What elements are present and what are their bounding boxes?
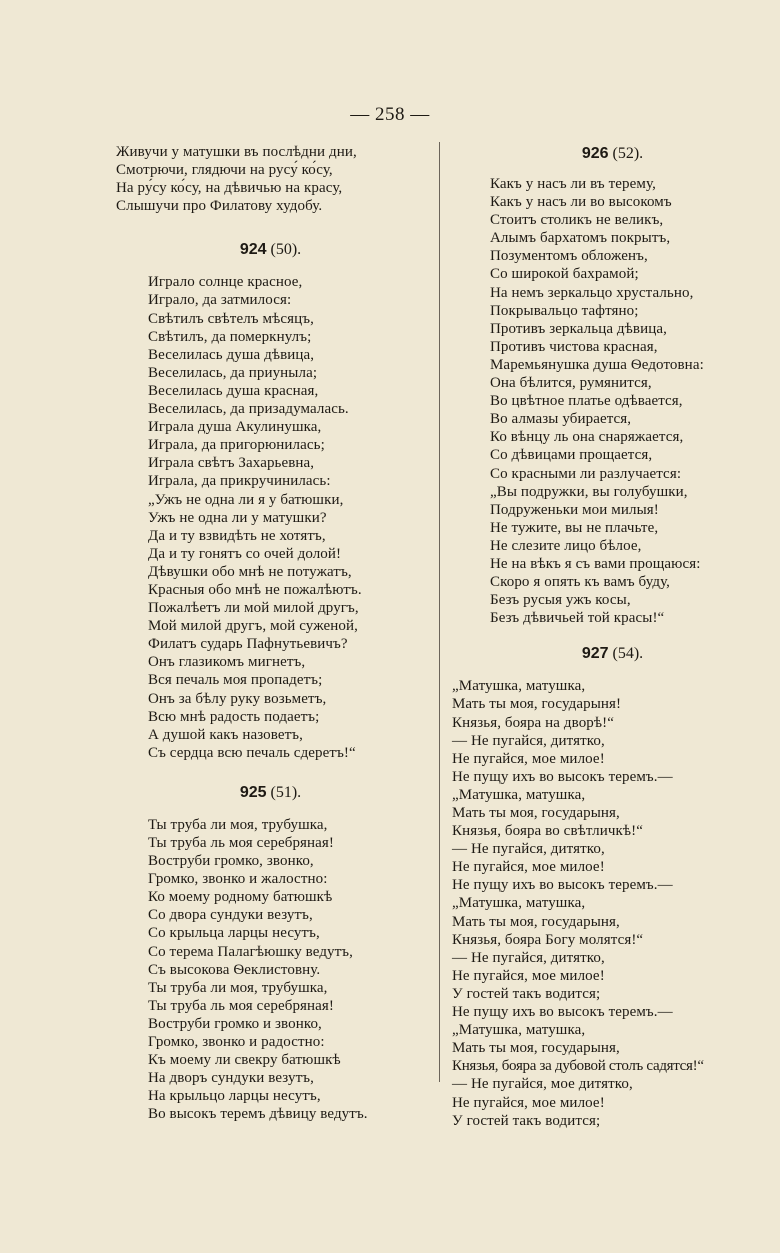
column-divider bbox=[439, 142, 440, 1082]
verse-line: Не слезите лицо бѣлое, bbox=[490, 537, 642, 554]
verse-line: Онъ за бѣлу руку возьметъ, bbox=[148, 690, 327, 707]
verse-line: Да и ту гонятъ со очей долой! bbox=[148, 545, 342, 562]
verse-line: Свѣтилъ свѣтелъ мѣсяцъ, bbox=[148, 310, 314, 327]
song-ref: (50). bbox=[270, 241, 302, 259]
verse-line: Ты труба ль моя серебряная! bbox=[148, 997, 335, 1014]
verse-line: Не пущу ихъ во высокъ теремъ.— bbox=[452, 768, 673, 785]
verse-line: Со широкой бахрамой; bbox=[490, 266, 639, 283]
verse-line: Со дѣвицами прощается, bbox=[490, 447, 653, 464]
verse-line: Съ высокова Ѳеклистовну. bbox=[148, 961, 321, 978]
song-926-verse bbox=[450, 175, 775, 627]
verse-line: Филатъ сударь Пафнутьевичъ? bbox=[148, 636, 348, 653]
song-ref: (52). bbox=[612, 145, 644, 162]
verse-line: Веселилась, да призадумалась. bbox=[148, 401, 349, 418]
song-number: 925 bbox=[239, 783, 267, 801]
verse-line: Ко моему родному батюшкѣ bbox=[148, 889, 333, 906]
verse-line: Со двора сундуки везутъ, bbox=[148, 907, 313, 924]
verse-line: „Матушка, матушка, bbox=[452, 895, 586, 912]
verse-line: Какъ у насъ ли во высокомъ bbox=[490, 194, 672, 211]
verse-line: Играло солнце красное, bbox=[148, 274, 303, 291]
verse-line: Маремьянушка душа Ѳедотовна: bbox=[490, 356, 704, 373]
verse-line: Свѣтилъ, да померкнулъ; bbox=[148, 328, 312, 345]
verse-line: Князья, бояра Богу молятся!“ bbox=[452, 931, 644, 948]
verse-line: Во алмазы убирается, bbox=[490, 411, 632, 428]
verse-line: Воструби громко и звонко, bbox=[148, 1015, 322, 1032]
verse-line: Ко вѣнцу ль она снаряжается, bbox=[490, 429, 684, 446]
song-927-verse bbox=[450, 677, 775, 1129]
verse-line: Стоитъ столикъ не великъ, bbox=[490, 212, 664, 229]
verse-line: Не пущу ихъ во высокъ теремъ.— bbox=[452, 877, 673, 894]
verse-line: Громко, звонко и жалостно: bbox=[148, 871, 328, 888]
verse-line: Веселилась, да приуныла; bbox=[148, 364, 318, 381]
verse-line: Красныя обо мнѣ не пожалѣютъ. bbox=[148, 581, 362, 598]
verse-line: „Ужъ не одна ли я у батюшки, bbox=[148, 491, 344, 508]
verse-line: Безъ русыя ужъ косы, bbox=[490, 592, 631, 609]
carry-over-verse bbox=[108, 143, 433, 215]
verse-line: Играла свѣтъ Захарьевна, bbox=[148, 455, 315, 472]
song-number: 927 bbox=[581, 645, 609, 663]
verse-line: Ты труба ли моя, трубушка, bbox=[148, 816, 328, 833]
left-column bbox=[108, 143, 433, 1124]
verse-line: Мой милой другъ, мой суженой, bbox=[148, 618, 358, 635]
verse-line: Со терема Палагѣюшку ведутъ, bbox=[148, 943, 354, 960]
verse-line: Дѣвушки обо мнѣ не потужатъ, bbox=[148, 563, 352, 580]
verse-line: У гостей такъ водится; bbox=[452, 985, 601, 1002]
song-924-verse bbox=[108, 273, 433, 762]
song-number: 924 bbox=[239, 241, 267, 259]
song-925-verse bbox=[108, 816, 433, 1124]
verse-line: Да и ту взвидѣть не хотятъ, bbox=[148, 527, 326, 544]
verse-line: Мать ты моя, государыня, bbox=[452, 1040, 620, 1057]
verse-line: Алымъ бархатомъ покрытъ, bbox=[490, 230, 671, 247]
verse-line: Ты труба ль моя серебряная! bbox=[148, 835, 335, 851]
verse-line: Мать ты моя, государыня, bbox=[452, 805, 620, 821]
verse-line: Громко, звонко и радостно: bbox=[148, 1034, 325, 1051]
verse-line: Со крыльца ларцы несутъ, bbox=[148, 925, 320, 942]
verse-line: У гостей такъ водится; bbox=[452, 1112, 601, 1129]
verse-line: Воструби громко, звонко, bbox=[148, 853, 314, 870]
verse-line: Противъ зеркальца дѣвица, bbox=[490, 320, 667, 337]
verse-line: Всю мнѣ радость подаетъ; bbox=[148, 708, 320, 725]
verse-line: Она бѣлится, румянится, bbox=[490, 375, 652, 392]
verse-line: — Не пугайся, дитятко, bbox=[452, 841, 605, 858]
verse-line: Играло, да затмилося: bbox=[148, 292, 292, 309]
verse-line: — Не пугайся, мое дитятко, bbox=[452, 1076, 633, 1093]
verse-line: Не пугайся, мое милое! bbox=[452, 1094, 605, 1111]
verse-line: Скоро я опять къ вамъ буду, bbox=[490, 574, 671, 591]
song-ref: (54). bbox=[612, 645, 644, 663]
song-number: 926 bbox=[581, 145, 609, 162]
verse-line: Не пугайся, мое милое! bbox=[452, 750, 605, 767]
verse-line: „Матушка, матушка, bbox=[452, 786, 586, 803]
verse-line: Позументомъ обложенъ, bbox=[490, 248, 648, 265]
verse-line: Не пущу ихъ во высокъ теремъ.— bbox=[452, 1004, 673, 1021]
verse-line: Играла душа Акулинушка, bbox=[148, 419, 322, 436]
song-ref: (51). bbox=[270, 783, 302, 801]
verse-line: Пожалѣетъ ли мой милой другъ, bbox=[148, 600, 359, 617]
verse-line: Смотрючи, глядючи на русу́ ко́су, bbox=[116, 162, 333, 179]
verse-line: На ру́су ко́су, на дѣвичью на красу, bbox=[116, 180, 343, 197]
verse-line: Противъ чистова красная, bbox=[490, 338, 658, 355]
verse-line: Подруженьки мои милыя! bbox=[490, 501, 659, 518]
verse-line: — Не пугайся, дитятко, bbox=[452, 949, 605, 966]
verse-line: Не на вѣкъ я съ вами прощаюся: bbox=[490, 555, 701, 572]
song-heading-925 bbox=[108, 782, 433, 804]
page-number: — 258 — bbox=[350, 104, 430, 125]
verse-line: Безъ дѣвичьей той красы!“ bbox=[490, 610, 665, 627]
verse-line: Покрывальцо тафтяно; bbox=[490, 302, 639, 319]
verse-line: Живучи у матушки въ послѣдни дни, bbox=[116, 144, 357, 160]
right-column bbox=[450, 143, 775, 1130]
verse-line: Не тужите, вы не плачьте, bbox=[490, 519, 659, 536]
verse-line: Веселилась душа дѣвица, bbox=[148, 346, 315, 363]
verse-line: Къ моему ли свекру батюшкѣ bbox=[148, 1052, 341, 1069]
verse-line: „Матушка, матушка, bbox=[452, 678, 586, 695]
verse-line: „Матушка, матушка, bbox=[452, 1022, 586, 1039]
verse-line: Во высокъ теремъ дѣвицу ведутъ. bbox=[148, 1106, 368, 1123]
verse-line: Ты труба ли моя, трубушка, bbox=[148, 979, 328, 996]
verse-line: Онъ глазикомъ мигнетъ, bbox=[148, 654, 306, 671]
verse-line: Князья, бояра за дубовой столъ садятся!“ bbox=[452, 1058, 704, 1075]
song-heading-927 bbox=[450, 643, 775, 665]
verse-line: Веселилась душа красная, bbox=[148, 382, 319, 399]
verse-line: „Вы подружки, вы голубушки, bbox=[490, 483, 688, 500]
verse-line: Играла, да пригорюнилась; bbox=[148, 437, 325, 454]
song-heading-924 bbox=[108, 239, 433, 261]
verse-line: Во цвѣтное платье одѣвается, bbox=[490, 393, 683, 410]
verse-line: Какъ у насъ ли въ терему, bbox=[490, 176, 656, 192]
verse-line: Князья, бояра на дворѣ!“ bbox=[452, 714, 614, 731]
verse-line: Князья, бояра во свѣтличкѣ!“ bbox=[452, 823, 643, 840]
verse-line: Мать ты моя, государыня! bbox=[452, 696, 622, 713]
verse-line: Со красными ли разлучается: bbox=[490, 465, 682, 482]
verse-line: Играла, да прикручинилась: bbox=[148, 473, 331, 490]
verse-line: Не пугайся, мое милое! bbox=[452, 967, 605, 984]
verse-line: Мать ты моя, государыня, bbox=[452, 913, 620, 930]
verse-line: — Не пугайся, дитятко, bbox=[452, 732, 605, 749]
verse-line: Не пугайся, мое милое! bbox=[452, 859, 605, 876]
verse-line: А душой какъ назоветъ, bbox=[148, 726, 303, 743]
verse-line: На немъ зеркальцо хрустально, bbox=[490, 284, 694, 301]
verse-line: Ужъ не одна ли у матушки? bbox=[148, 509, 327, 526]
verse-line: Вся печаль моя пропадетъ; bbox=[148, 672, 323, 689]
verse-line: Слышучи про Филатову худобу. bbox=[116, 198, 323, 215]
verse-line: Съ сердца всю печаль сдеретъ!“ bbox=[148, 744, 356, 761]
verse-line: На крыльцо ларцы несутъ, bbox=[148, 1088, 321, 1105]
song-heading-926 bbox=[450, 143, 775, 165]
verse-line: На дворъ сундуки везутъ, bbox=[148, 1070, 314, 1087]
